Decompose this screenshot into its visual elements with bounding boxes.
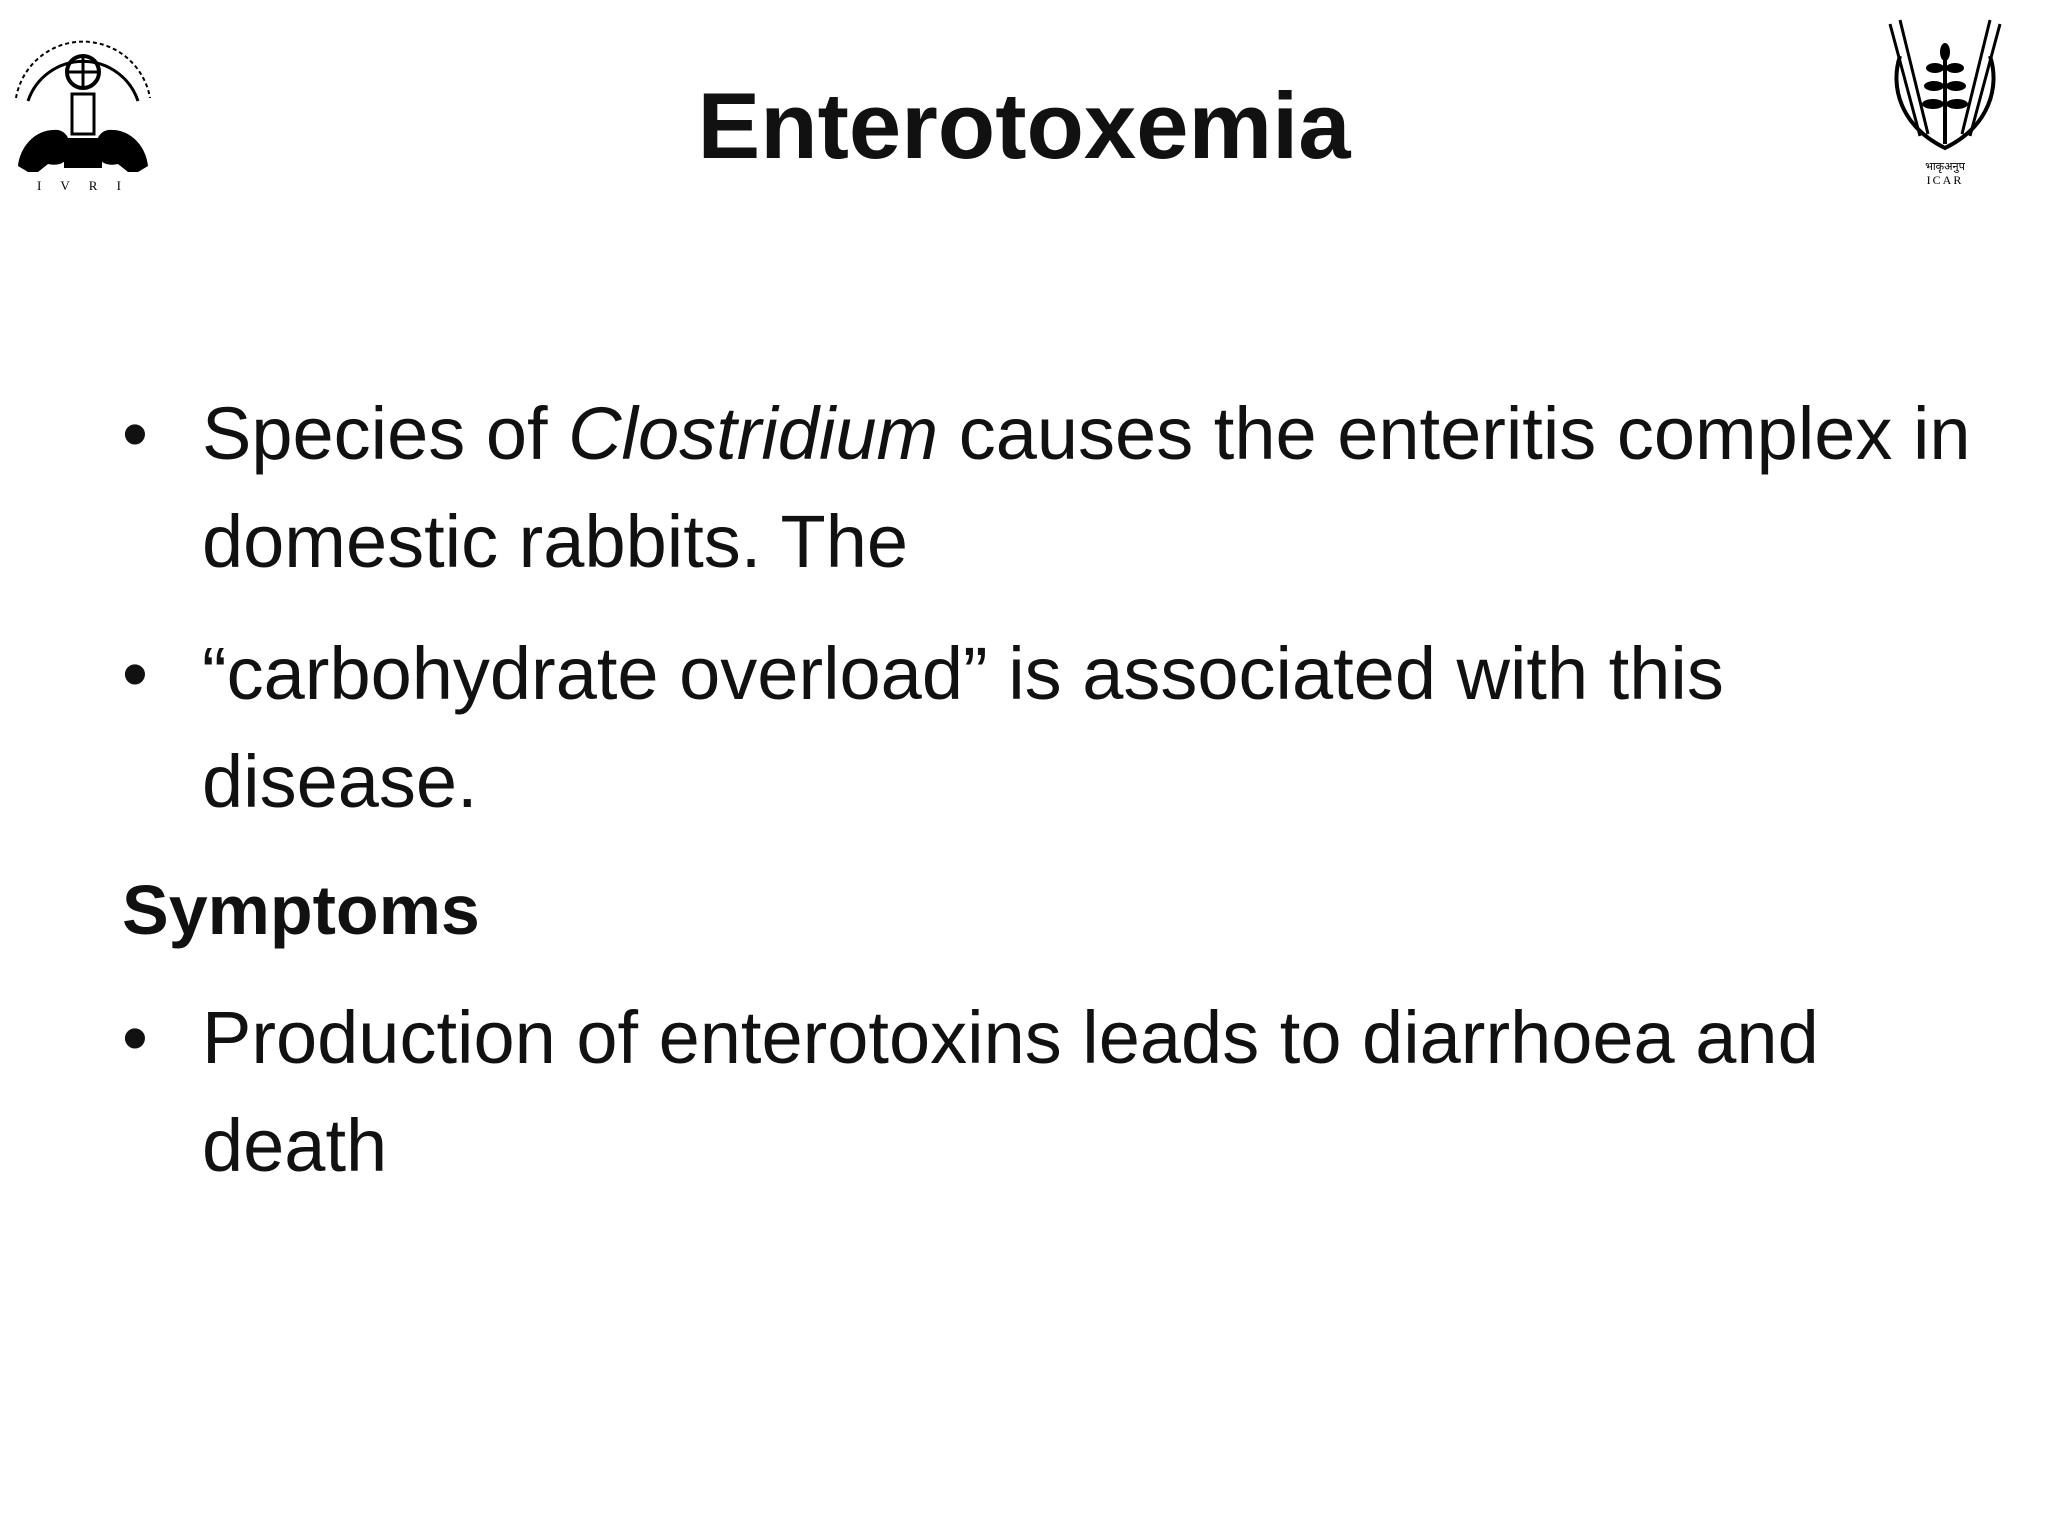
bullet-icon: • bbox=[122, 632, 148, 715]
svg-text:I V R I: I V R I bbox=[37, 178, 129, 192]
bullet-text-start: Species of bbox=[202, 392, 569, 475]
bullet-icon: • bbox=[122, 392, 148, 475]
bullet-item bbox=[122, 380, 1982, 596]
bullet-text-end: causes the enteritis complex in domestic rabbits. The bbox=[202, 392, 1971, 583]
bullet-text: “carbohydrate overload” is associated with this disease. bbox=[202, 632, 1724, 823]
svg-text:भाकृअनुप: भाकृअनुप bbox=[1925, 161, 1965, 173]
svg-text:ICAR: ICAR bbox=[1926, 173, 1964, 186]
bullet-item bbox=[122, 984, 1982, 1200]
slide-content bbox=[122, 380, 1982, 1224]
bullet-text: Production of enterotoxins leads to diarrhoea and death bbox=[202, 996, 1819, 1187]
bullet-icon: • bbox=[122, 996, 148, 1079]
slide-title: Enterotoxemia bbox=[697, 73, 1351, 178]
bullet-item bbox=[122, 620, 1982, 836]
symptoms-heading: Symptoms bbox=[122, 871, 480, 949]
species-name: Clostridium bbox=[568, 392, 939, 475]
